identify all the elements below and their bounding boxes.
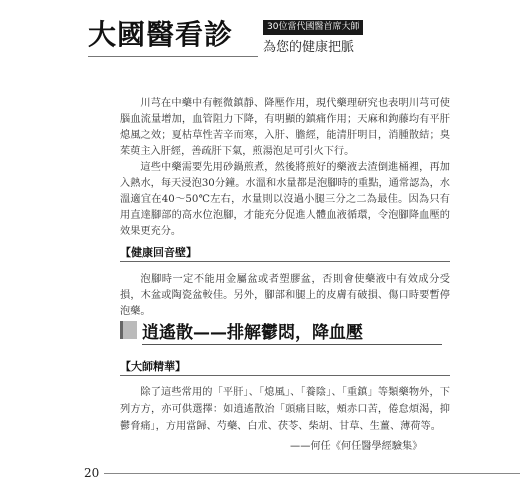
section-marker-icon [120, 321, 137, 339]
prescription-underline [142, 344, 442, 345]
master-divider [120, 375, 450, 376]
tips-text: 泡腳時一定不能用金屬盆或者塑膠盆，否則會使藥液中有效成分受損，木盆或陶瓷盆較佳。另外，腳部和腿上的皮膚有破損、傷口時要暫停泡藥。 [120, 274, 450, 317]
bracket-close: 】 [175, 360, 186, 373]
quote-source: ——何任《何任醫學經驗集》 [290, 441, 423, 452]
body-paragraph: 川芎在中藥中有輕微鎮靜、降壓作用，現代藥理研究也表明川芎可使腦血流量增加，血管阻力下降，有明顯的鎮痛作用；天麻和鉤藤均有平肝熄風之效；夏枯草性苦辛而寒，入肝、膽經，能清肝明目，消腫散結；臭茱萸主入肝經，善疏肝下氣，煎湯泡足可引火下行。 [120, 98, 450, 157]
master-heading [120, 358, 186, 374]
tips-divider [120, 261, 450, 262]
book-subtitle: 為您的健康把脈 [263, 40, 355, 55]
master-quote: 除了這些常用的「平肝」、「熄風」、「養陰」、「重鎮」等類藥物外，下列方方，亦可供選擇：如逍遙散治「頭痛目眩，頰赤口苦，倦怠煩渴，抑鬱脅痛」，方用當歸、芍藥、白朮、茯苓、柴胡、甘草、生薑、薄荷等。 [120, 387, 450, 432]
series-badge: 30位當代國醫首席大師 [263, 20, 363, 35]
bracket-close: 】 [186, 246, 197, 259]
page-header [88, 18, 388, 58]
footer-divider [104, 473, 520, 474]
tips-heading-label: 健康回音壁 [131, 246, 186, 259]
bracket-open: 【 [120, 360, 131, 373]
master-heading-label: 大師精華 [131, 360, 175, 373]
book-title: 大國醫看診 [88, 18, 234, 51]
body-paragraph: 這些中藥需要先用砂鍋煎煮，然後將煎好的藥液去渣倒進桶裡，再加入熱水，每天浸泡30分鐘。水溫和水量都是泡腳時的重點，通常認為，水溫適宜在40～50℃左右，水量則以沒過小腿三分之二為最佳。因為只有用直達腳部的高水位泡腳，才能充分促進人體血液循環，令泡腳降血壓的效果更充分。 [120, 162, 450, 237]
prescription-title: 逍遙散——排解鬱悶，降血壓 [142, 323, 363, 343]
tips-heading [120, 244, 197, 260]
header-divider [88, 56, 258, 57]
page-number: 20 [84, 466, 100, 480]
bracket-open: 【 [120, 246, 131, 259]
prescription-header [120, 316, 450, 346]
